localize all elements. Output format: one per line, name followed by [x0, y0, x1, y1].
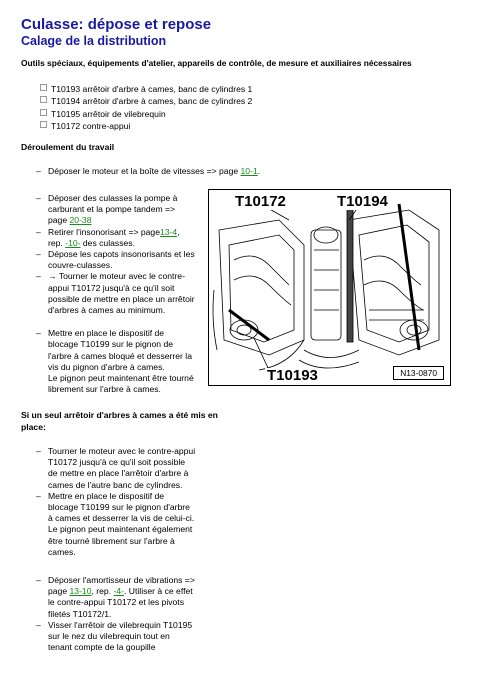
step-item: – Dépose les capots insonorisants et les couvre-culasses. [36, 249, 196, 271]
figure-code: N13-0870 [393, 366, 444, 380]
step-item: – → Tourner le moteur avec le contre-appui T10172 jusqu'à ce qu'il soit possible de mettre en place un arrêtoir d'arbres à cames au minimum. [36, 271, 196, 316]
page-title: Culasse: dépose et repose [21, 16, 212, 33]
label-t10193: T10193 [267, 367, 318, 384]
tools-list [40, 83, 252, 132]
tools-heading: Outils spéciaux, équipements d'atelier, appareils de contrôle, de mesure et auxiliaires nécessaires [21, 58, 412, 68]
bullet-box-icon [40, 109, 47, 116]
step-item: – Déposer l'amortisseur de vibrations => page 13-10, rep. -4-. Utiliser à ce effet le contre-appui T10172 et les pivots filetés T10172/1. [36, 575, 196, 620]
workflow-steps-1 [36, 166, 276, 177]
step-item: – Retirer l'insonorisant => page13-4, rep. -10- des culasses. [36, 227, 196, 249]
workflow-steps-2 [36, 193, 196, 395]
list-item: T10194 arrêtoir d'arbre à cames, banc de cylindres 2 [40, 95, 252, 107]
page-link[interactable]: -10- [65, 237, 81, 248]
label-t10172: T10172 [235, 193, 286, 210]
list-item: T10172 contre-appui [40, 120, 252, 132]
page-link[interactable]: 10-1 [240, 166, 258, 176]
list-item: T10193 arrêtoir d'arbre à cames, banc de cylindres 1 [40, 83, 252, 95]
engine-figure [208, 189, 451, 386]
bullet-box-icon [40, 96, 47, 103]
step-item: – Tourner le moteur avec le contre-appui T10172 jusqu'à ce qu'il soit possible de mettre en place l'arrêtoir d'arbre à cames de l'autre banc de cylindres. [36, 446, 196, 491]
list-item: T10195 arrêtoir de vilebrequin [40, 108, 252, 120]
step-item: – Déposer des culasses la pompe à carburant et la pompe tandem => page 20-38 [36, 193, 196, 227]
single-heading: Si un seul arrêtoir d'arbres à cames a été mis en place: [21, 410, 218, 432]
bullet-box-icon [40, 121, 47, 128]
page-link[interactable]: -4- [113, 586, 124, 597]
label-t10194: T10194 [337, 193, 388, 210]
page-link[interactable]: 13-4 [160, 226, 178, 237]
step-item: – Mettre en place le dispositif de blocage T10199 sur le pignon d'arbre à cames et desserrer la vis de celui-ci. Le pignon peut maintenant également être tourné librement sur l'arbre à cames. [36, 491, 196, 558]
step-item: – Déposer le moteur et la boîte de vitesses => page 10-1. [36, 166, 276, 177]
step-item: – Visser l'arrêtoir de vilebrequin T10195 sur le nez du vilebrequin tout en tenant compte de la goupille [36, 620, 196, 654]
workflow-heading: Déroulement du travail [21, 142, 115, 152]
single-steps [36, 446, 196, 653]
page-link[interactable]: 20-38 [69, 215, 92, 226]
page-link[interactable]: 13-10 [69, 586, 92, 597]
bullet-box-icon [40, 84, 47, 91]
engine-drawing [209, 190, 450, 385]
page-subtitle: Calage de la distribution [21, 34, 167, 48]
step-item: – Mettre en place le dispositif de blocage T10199 sur le pignon de l'arbre à cames bloqué et desserrer la vis du pignon d'arbre à cames. Le pignon peut maintenant être tourné librement sur l'arbre à cames. [36, 328, 196, 395]
